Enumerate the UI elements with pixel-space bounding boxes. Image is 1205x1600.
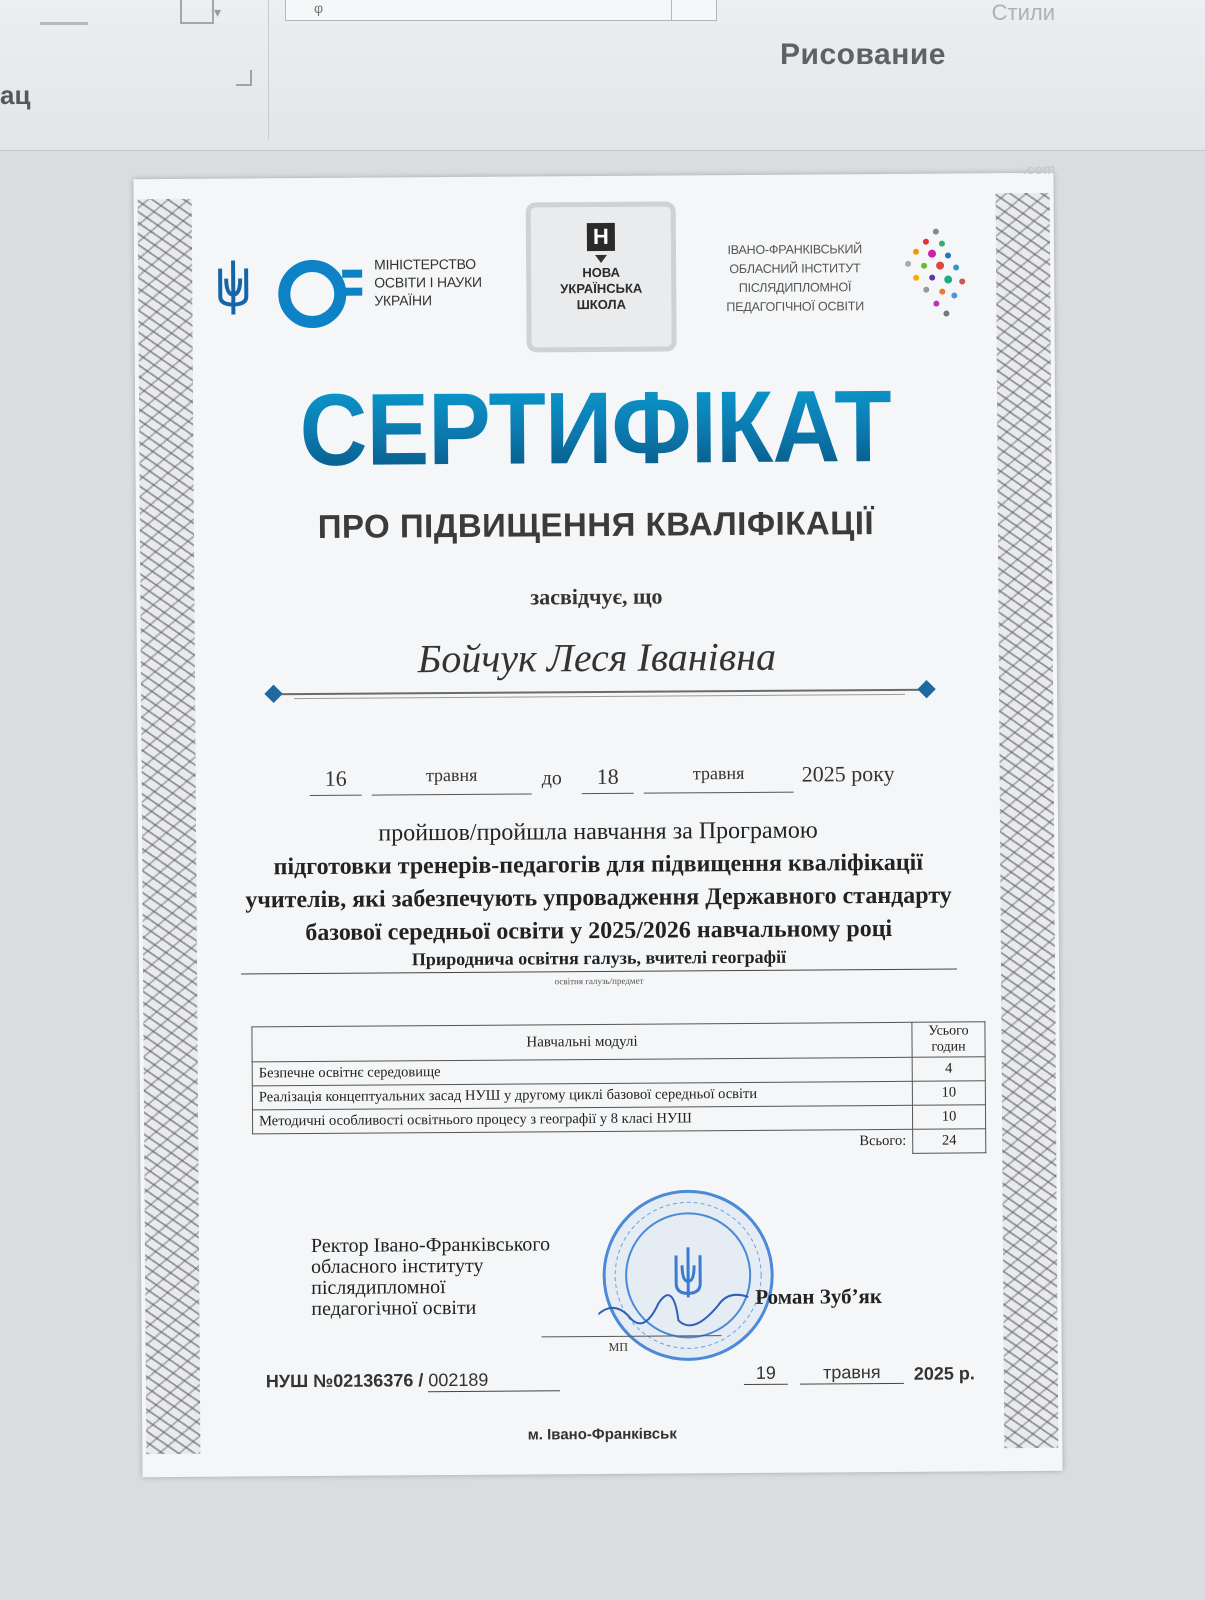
official-stamp-icon xyxy=(598,1185,779,1366)
certifies-text: засвідчує, що xyxy=(530,583,663,610)
issue-day: 19 xyxy=(744,1363,788,1385)
period-year: 2025 року xyxy=(801,760,895,787)
column-header-hours: Усього годин xyxy=(912,1022,985,1058)
paragraph-icon[interactable] xyxy=(40,0,88,25)
issue-city: м. Івано-Франківськ xyxy=(527,1425,677,1444)
module-hours: 10 xyxy=(912,1081,985,1106)
total-label: Всього: xyxy=(859,1133,907,1150)
nush-letter-icon: Н xyxy=(587,223,615,251)
module-name: Безпечне освітнє середовище xyxy=(252,1057,912,1086)
nush-logo: Н НОВА УКРАЇНСЬКА ШКОЛА xyxy=(526,201,677,352)
issue-month: травня xyxy=(800,1362,904,1385)
paragraph-group-label: ац xyxy=(0,80,31,110)
issue-year: 2025 р. xyxy=(913,1363,975,1384)
ministry-logo-icon xyxy=(278,260,346,328)
column-header-modules: Навчальні модулі xyxy=(252,1022,912,1062)
ministry-name: МІНІСТЕРСТВО ОСВІТИ І НАУКИ УКРАЇНИ xyxy=(374,255,482,309)
tryzub-icon xyxy=(214,258,252,316)
certificate-page xyxy=(133,160,1062,1477)
serial-number: 002189 xyxy=(428,1369,560,1392)
module-name: Методичні особливості освітнього процесу з географії у 8 класі НУШ xyxy=(252,1105,912,1134)
program-description: пройшов/пройшла навчання за Програмою підготовки тренерів-педагогів для підвищення кваліфікації учителів, які забезпечують упровадження Державного стандарту базової середньої освіти у 2025/2026 навчальному році xyxy=(245,817,952,947)
drawing-group-label[interactable]: Рисование xyxy=(780,38,946,71)
word-ribbon xyxy=(0,0,1205,151)
diamond-ornament-icon xyxy=(264,685,282,703)
issue-date xyxy=(744,1361,984,1393)
certificate-serial: НУШ №02136376 / 002189 xyxy=(266,1369,561,1393)
education-area: Природнича освітня галузь, вчителі географії xyxy=(241,945,957,974)
recipient-name: Бойчук Леся Іванівна xyxy=(417,633,777,682)
paint-icon[interactable]: φ xyxy=(314,0,324,16)
certificate-subtitle: ПРО ПІДВИЩЕННЯ КВАЛІФІКАЦІЇ xyxy=(317,504,875,545)
styles-pane-icon[interactable]: ▾ xyxy=(180,0,226,30)
certificate-content xyxy=(195,173,1000,1477)
modules-table xyxy=(251,1021,986,1158)
certificate-title: СЕРТИФІКАТ xyxy=(229,365,962,490)
from-day: 16 xyxy=(310,763,362,796)
education-area-caption: освітня галузь/предмет xyxy=(554,975,644,987)
module-name: Реалізація концептуальних засад НУШ у другому циклі базової середньої освіти xyxy=(252,1081,912,1110)
font-toolbar-strip[interactable] xyxy=(285,0,717,21)
module-hours: 4 xyxy=(912,1057,985,1082)
from-month: травня xyxy=(372,761,532,795)
styles-group-label[interactable]: Стили xyxy=(991,0,1055,25)
to-day: 18 xyxy=(582,761,634,794)
ministry-logo-bars xyxy=(342,270,362,306)
stamp-place-label: МП xyxy=(608,1339,629,1354)
total-hours: 24 xyxy=(913,1129,986,1154)
rector-title: Ректор Івано-Франківського обласного інституту післядипломної педагогічної освіти xyxy=(310,1233,551,1321)
table-header-row xyxy=(252,1022,985,1062)
institute-name: ІВАНО-ФРАНКІВСЬКИЙ ОБЛАСНИЙ ІНСТИТУТ ПІСЛЯДИПЛОМНОЇ ПЕДАГОГІЧНОЇ ОСВІТИ xyxy=(726,242,865,315)
table-total-row xyxy=(253,1129,986,1158)
dialog-launcher-icon[interactable] xyxy=(236,70,252,86)
training-period xyxy=(310,759,930,803)
signer-name: Роман Зуб’як xyxy=(755,1284,883,1309)
diamond-ornament-icon xyxy=(917,680,935,698)
watermark: .com xyxy=(1022,160,1056,178)
to-word: до xyxy=(541,767,562,790)
institute-dots-logo-icon xyxy=(896,223,977,324)
module-hours: 10 xyxy=(912,1105,985,1130)
to-month: травня xyxy=(644,760,794,794)
